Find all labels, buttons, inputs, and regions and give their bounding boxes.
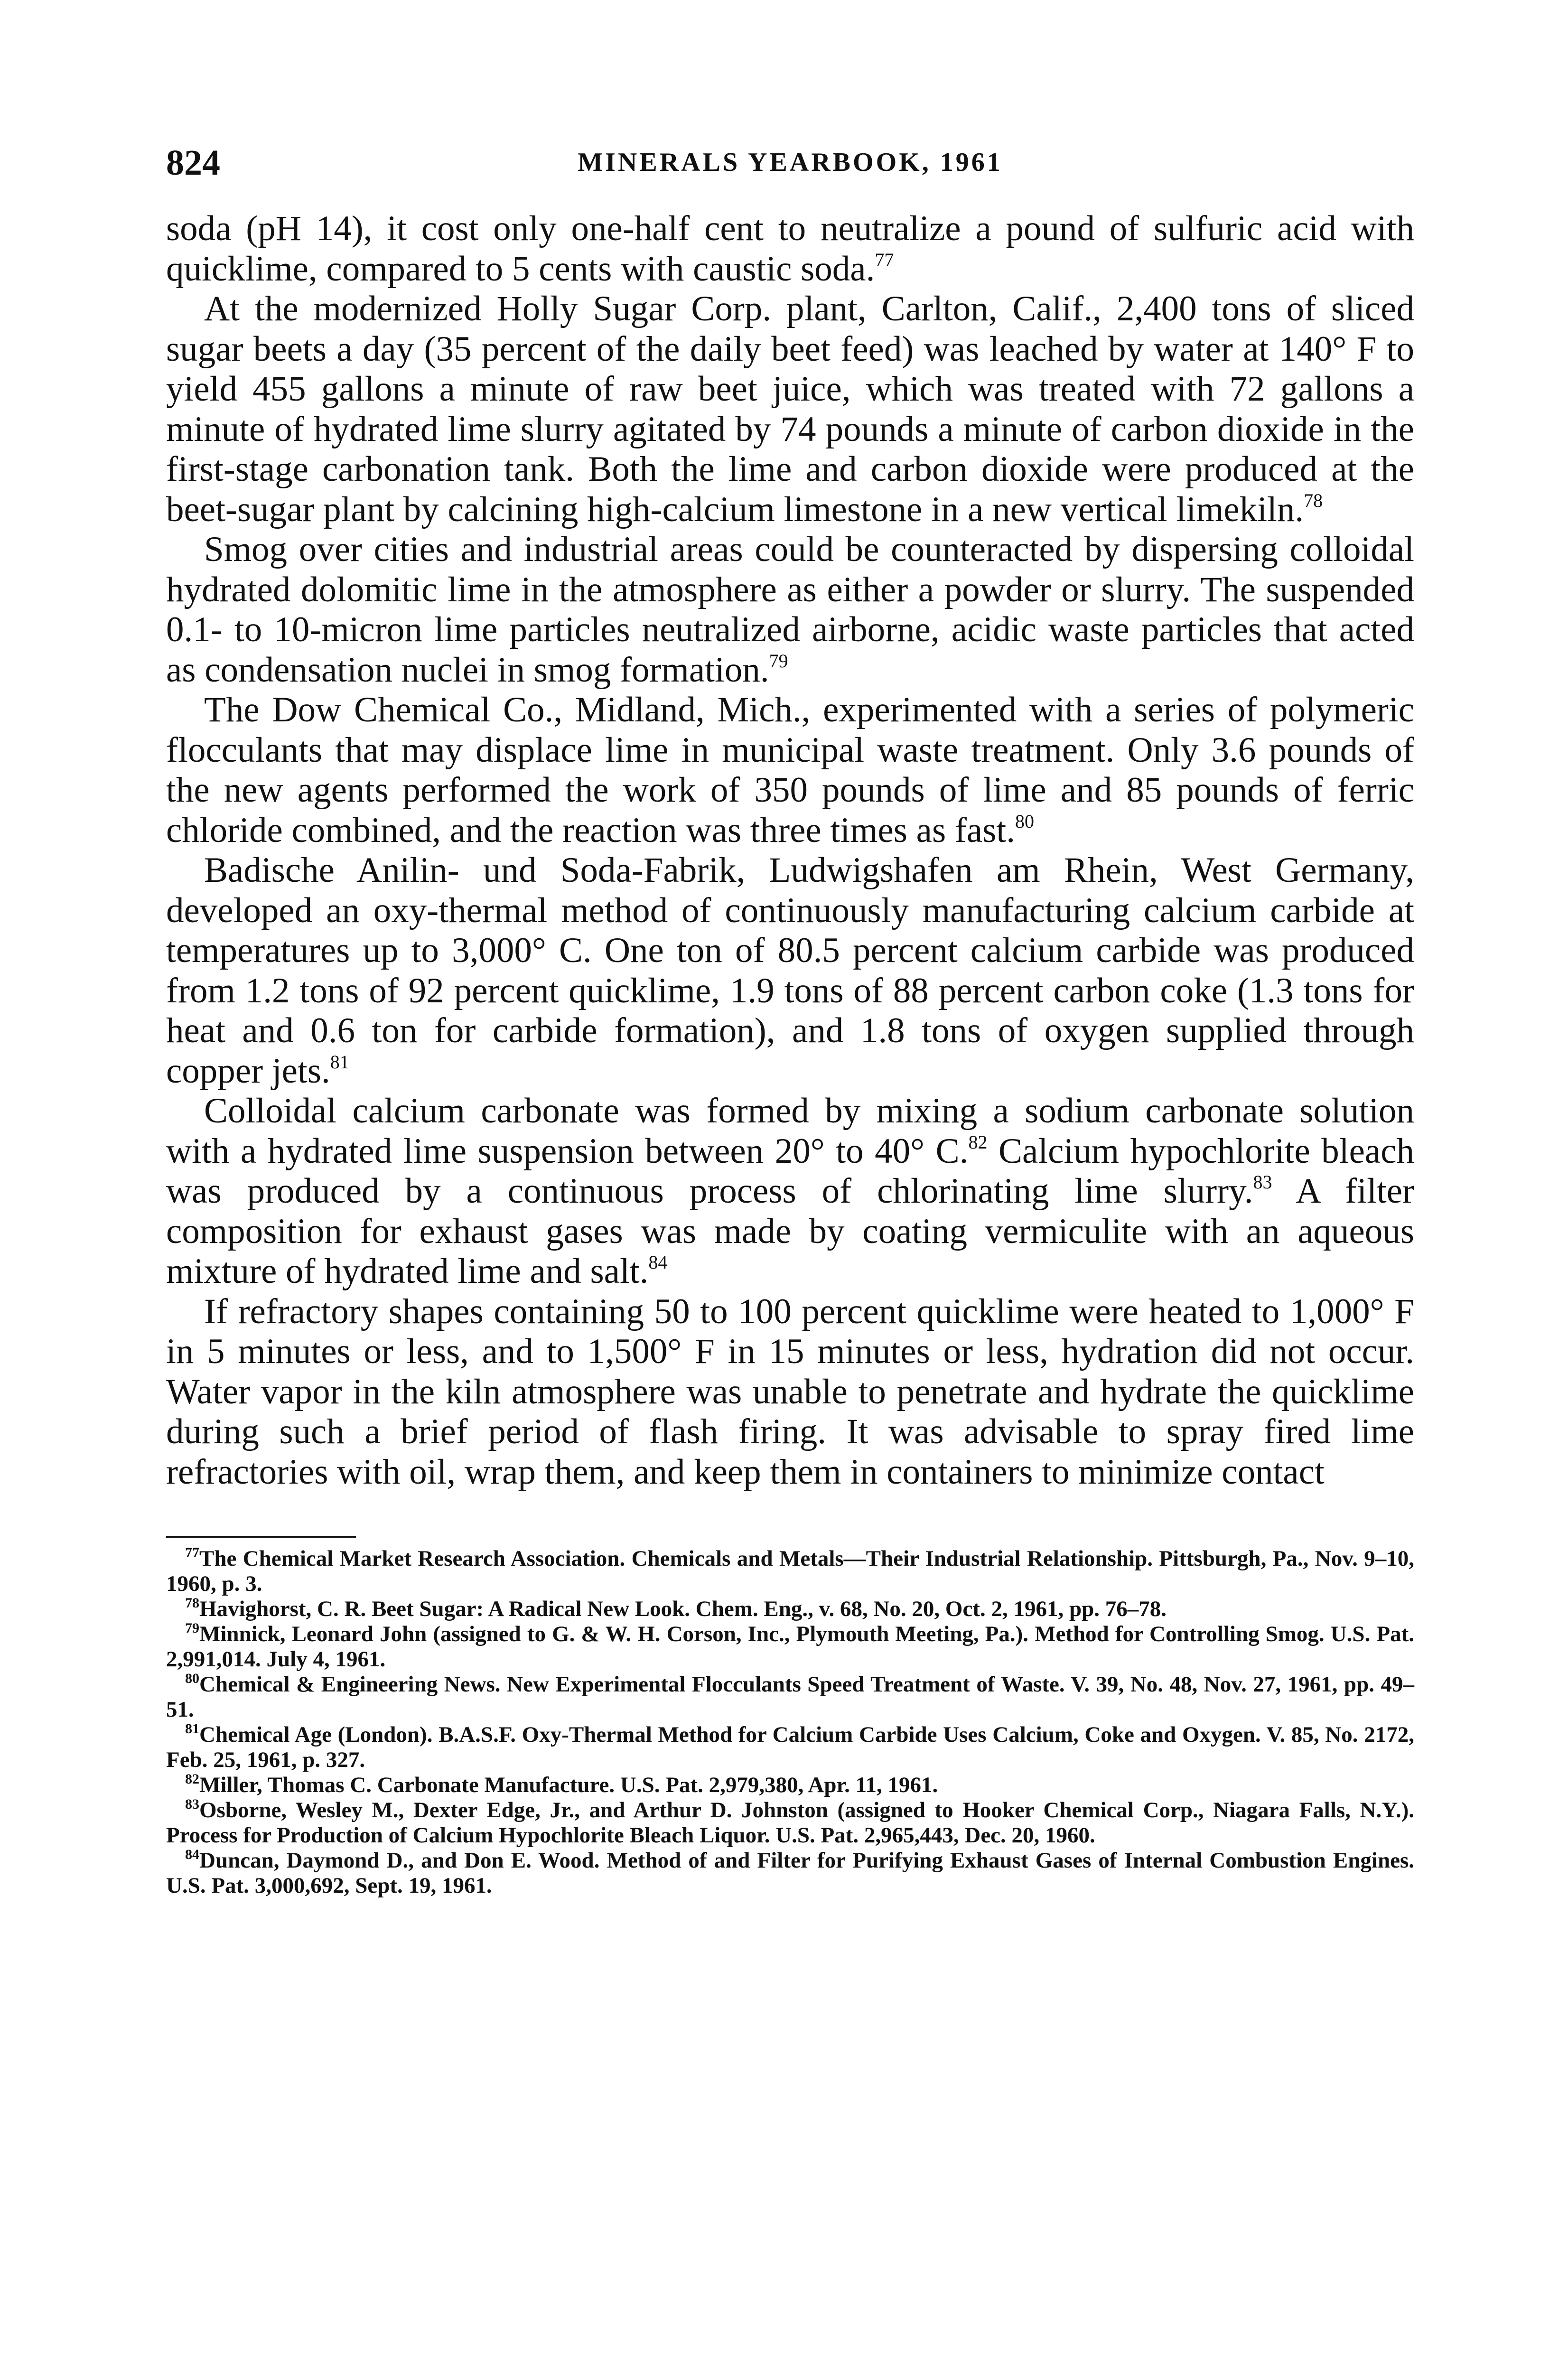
paragraph <box>166 1292 1414 1493</box>
footnote-text: Minnick, Leonard John (assigned to G. & W. H. Corson, Inc., Plymouth Meeting, Pa.). Method for Controlling Smog. U.S. Pat. 2,991,014. July 4, 1961. <box>166 1622 1414 1672</box>
footnote-ref: 82 <box>968 1131 988 1153</box>
paragraph-text: If refractory shapes containing 50 to 100 percent quicklime were heated to 1,000° F in 5 minutes or less, and to 1,500° F in 15 minutes or less, hydration did not occur. Water vapor in the kiln atmosphere was unable to penetrate and hydrate the quicklime during such a brief period of flash firing. It was advisable to spray fired lime refractories with oil, wrap them, and keep them in containers to minimize contact <box>166 1291 1414 1492</box>
footnote-number: 82 <box>185 1771 199 1787</box>
footnote <box>166 1798 1414 1848</box>
footnote-text: Chemical Age (London). B.A.S.F. Oxy-Thermal Method for Calcium Carbide Uses Calcium, Coke and Oxygen. V. 85, No. 2172, Feb. 25, 1961, p. 327. <box>166 1722 1414 1772</box>
body-text <box>166 209 1414 1492</box>
footnote <box>166 1722 1414 1773</box>
footnote-number: 80 <box>185 1671 199 1686</box>
paragraph <box>166 530 1414 690</box>
footnote-text: Havighorst, C. R. Beet Sugar: A Radical New Look. Chem. Eng., v. 68, No. 20, Oct. 2, 1961, pp. 76–78. <box>199 1597 1167 1621</box>
footnote-ref: 77 <box>875 249 894 271</box>
footnote-number: 79 <box>185 1620 199 1636</box>
footnote-text: Miller, Thomas C. Carbonate Manufacture. U.S. Pat. 2,979,380, Apr. 11, 1961. <box>199 1773 938 1797</box>
footnote <box>166 1546 1414 1597</box>
footnote-text: Osborne, Wesley M., Dexter Edge, Jr., and Arthur D. Johnston (assigned to Hooker Chemical Corp., Niagara Falls, N.Y.). Process for Production of Calcium Hypochlorite Bleach Liquor. U.S. Pat. 2,965,443, Dec. 20, 1960. <box>166 1798 1414 1848</box>
footnote <box>166 1848 1414 1898</box>
paragraph <box>166 209 1414 289</box>
footnote-text: Duncan, Daymond D., and Don E. Wood. Method of and Filter for Purifying Exhaust Gases of Internal Combustion Engines. U.S. Pat. 3,000,692, Sept. 19, 1961. <box>166 1848 1414 1898</box>
footnote-ref: 80 <box>1015 810 1034 832</box>
page-number: 824 <box>166 143 220 183</box>
running-title: MINERALS YEARBOOK, 1961 <box>578 148 1003 177</box>
footnote-number: 78 <box>185 1595 199 1611</box>
footnote-text: The Chemical Market Research Association. Chemicals and Metals—Their Industrial Relationship. Pittsburgh, Pa., Nov. 9–10, 1960, p. 3. <box>166 1546 1414 1596</box>
footnote-ref: 83 <box>1253 1171 1272 1193</box>
footnote <box>166 1773 1414 1798</box>
footnote-number: 81 <box>185 1721 199 1737</box>
page-header <box>166 142 1414 195</box>
footnote-divider <box>166 1536 356 1538</box>
paragraph-text: Colloidal calcium carbonate was formed by mixing a sodium carbonate solution with a hydrated lime suspension between 20° to 40° C. <box>166 1091 1414 1171</box>
paragraph-text: At the modernized Holly Sugar Corp. plant, Carlton, Calif., 2,400 tons of sliced sugar beets a day (35 percent of the daily beet feed) was leached by water at 140° F to yield 455 gallons a minute of raw beet juice, which was treated with 72 gallons a minute of hydrated lime slurry agitated by 74 pounds a minute of carbon dioxide in the first-stage carbonation tank. Both the lime and carbon dioxide were produced at the beet-sugar plant by calcining high-calcium limestone in a new vertical limekiln. <box>166 289 1414 529</box>
footnote-ref: 84 <box>648 1252 668 1273</box>
document-page <box>166 142 1414 1898</box>
paragraph-text: The Dow Chemical Co., Midland, Mich., experimented with a series of polymeric flocculants that may displace lime in municipal waste treatment. Only 3.6 pounds of the new agents performed the work of 350 pounds of lime and 85 pounds of ferric chloride combined, and the reaction was three times as fast. <box>166 690 1414 850</box>
paragraph-text: A filter composition for exhaust gases was made by coating vermiculite with an aqueous mixture of hydrated lime and salt. <box>166 1171 1415 1291</box>
footnote <box>166 1672 1414 1722</box>
paragraph-text: Calcium hypochlorite bleach was produced by a continuous process of chlorinating lime slurry. <box>166 1131 1414 1211</box>
footnote-ref: 81 <box>330 1051 349 1073</box>
paragraph-text: Badische Anilin- und Soda-Fabrik, Ludwigshafen am Rhein, West Germany, developed an oxy-thermal method of continuously manufacturing calcium carbide at temperatures up to 3,000° C. One ton of 80.5 percent calcium carbide was produced from 1.2 tons of 92 percent quicklime, 1.9 tons of 88 percent carbon coke (1.3 tons for heat and 0.6 ton for carbide formation), and 1.8 tons of oxygen supplied through copper jets. <box>166 850 1414 1091</box>
paragraph <box>166 1091 1414 1292</box>
paragraph <box>166 850 1414 1091</box>
footnote-text: Chemical & Engineering News. New Experimental Flocculants Speed Treatment of Waste. V. 39, No. 48, Nov. 27, 1961, pp. 49–51. <box>166 1672 1414 1722</box>
footnote-number: 77 <box>185 1545 199 1560</box>
footnote <box>166 1622 1414 1672</box>
footnote-ref: 79 <box>769 650 788 672</box>
footnote-number: 83 <box>185 1796 199 1812</box>
footnote-ref: 78 <box>1304 489 1323 511</box>
paragraph <box>166 289 1414 530</box>
paragraph-text: Smog over cities and industrial areas could be counteracted by dispersing colloidal hydrated dolomitic lime in the atmosphere as either a powder or slurry. The suspended 0.1- to 10-micron lime particles neutralized airborne, acidic waste particles that acted as condensation nuclei in smog formation. <box>166 530 1414 690</box>
paragraph-text: soda (pH 14), it cost only one-half cent to neutralize a pound of sulfuric acid with quicklime, compared to 5 cents with caustic soda. <box>166 209 1414 289</box>
footnotes <box>166 1546 1414 1898</box>
footnote <box>166 1597 1414 1622</box>
footnote-number: 84 <box>185 1847 199 1862</box>
paragraph <box>166 690 1414 850</box>
